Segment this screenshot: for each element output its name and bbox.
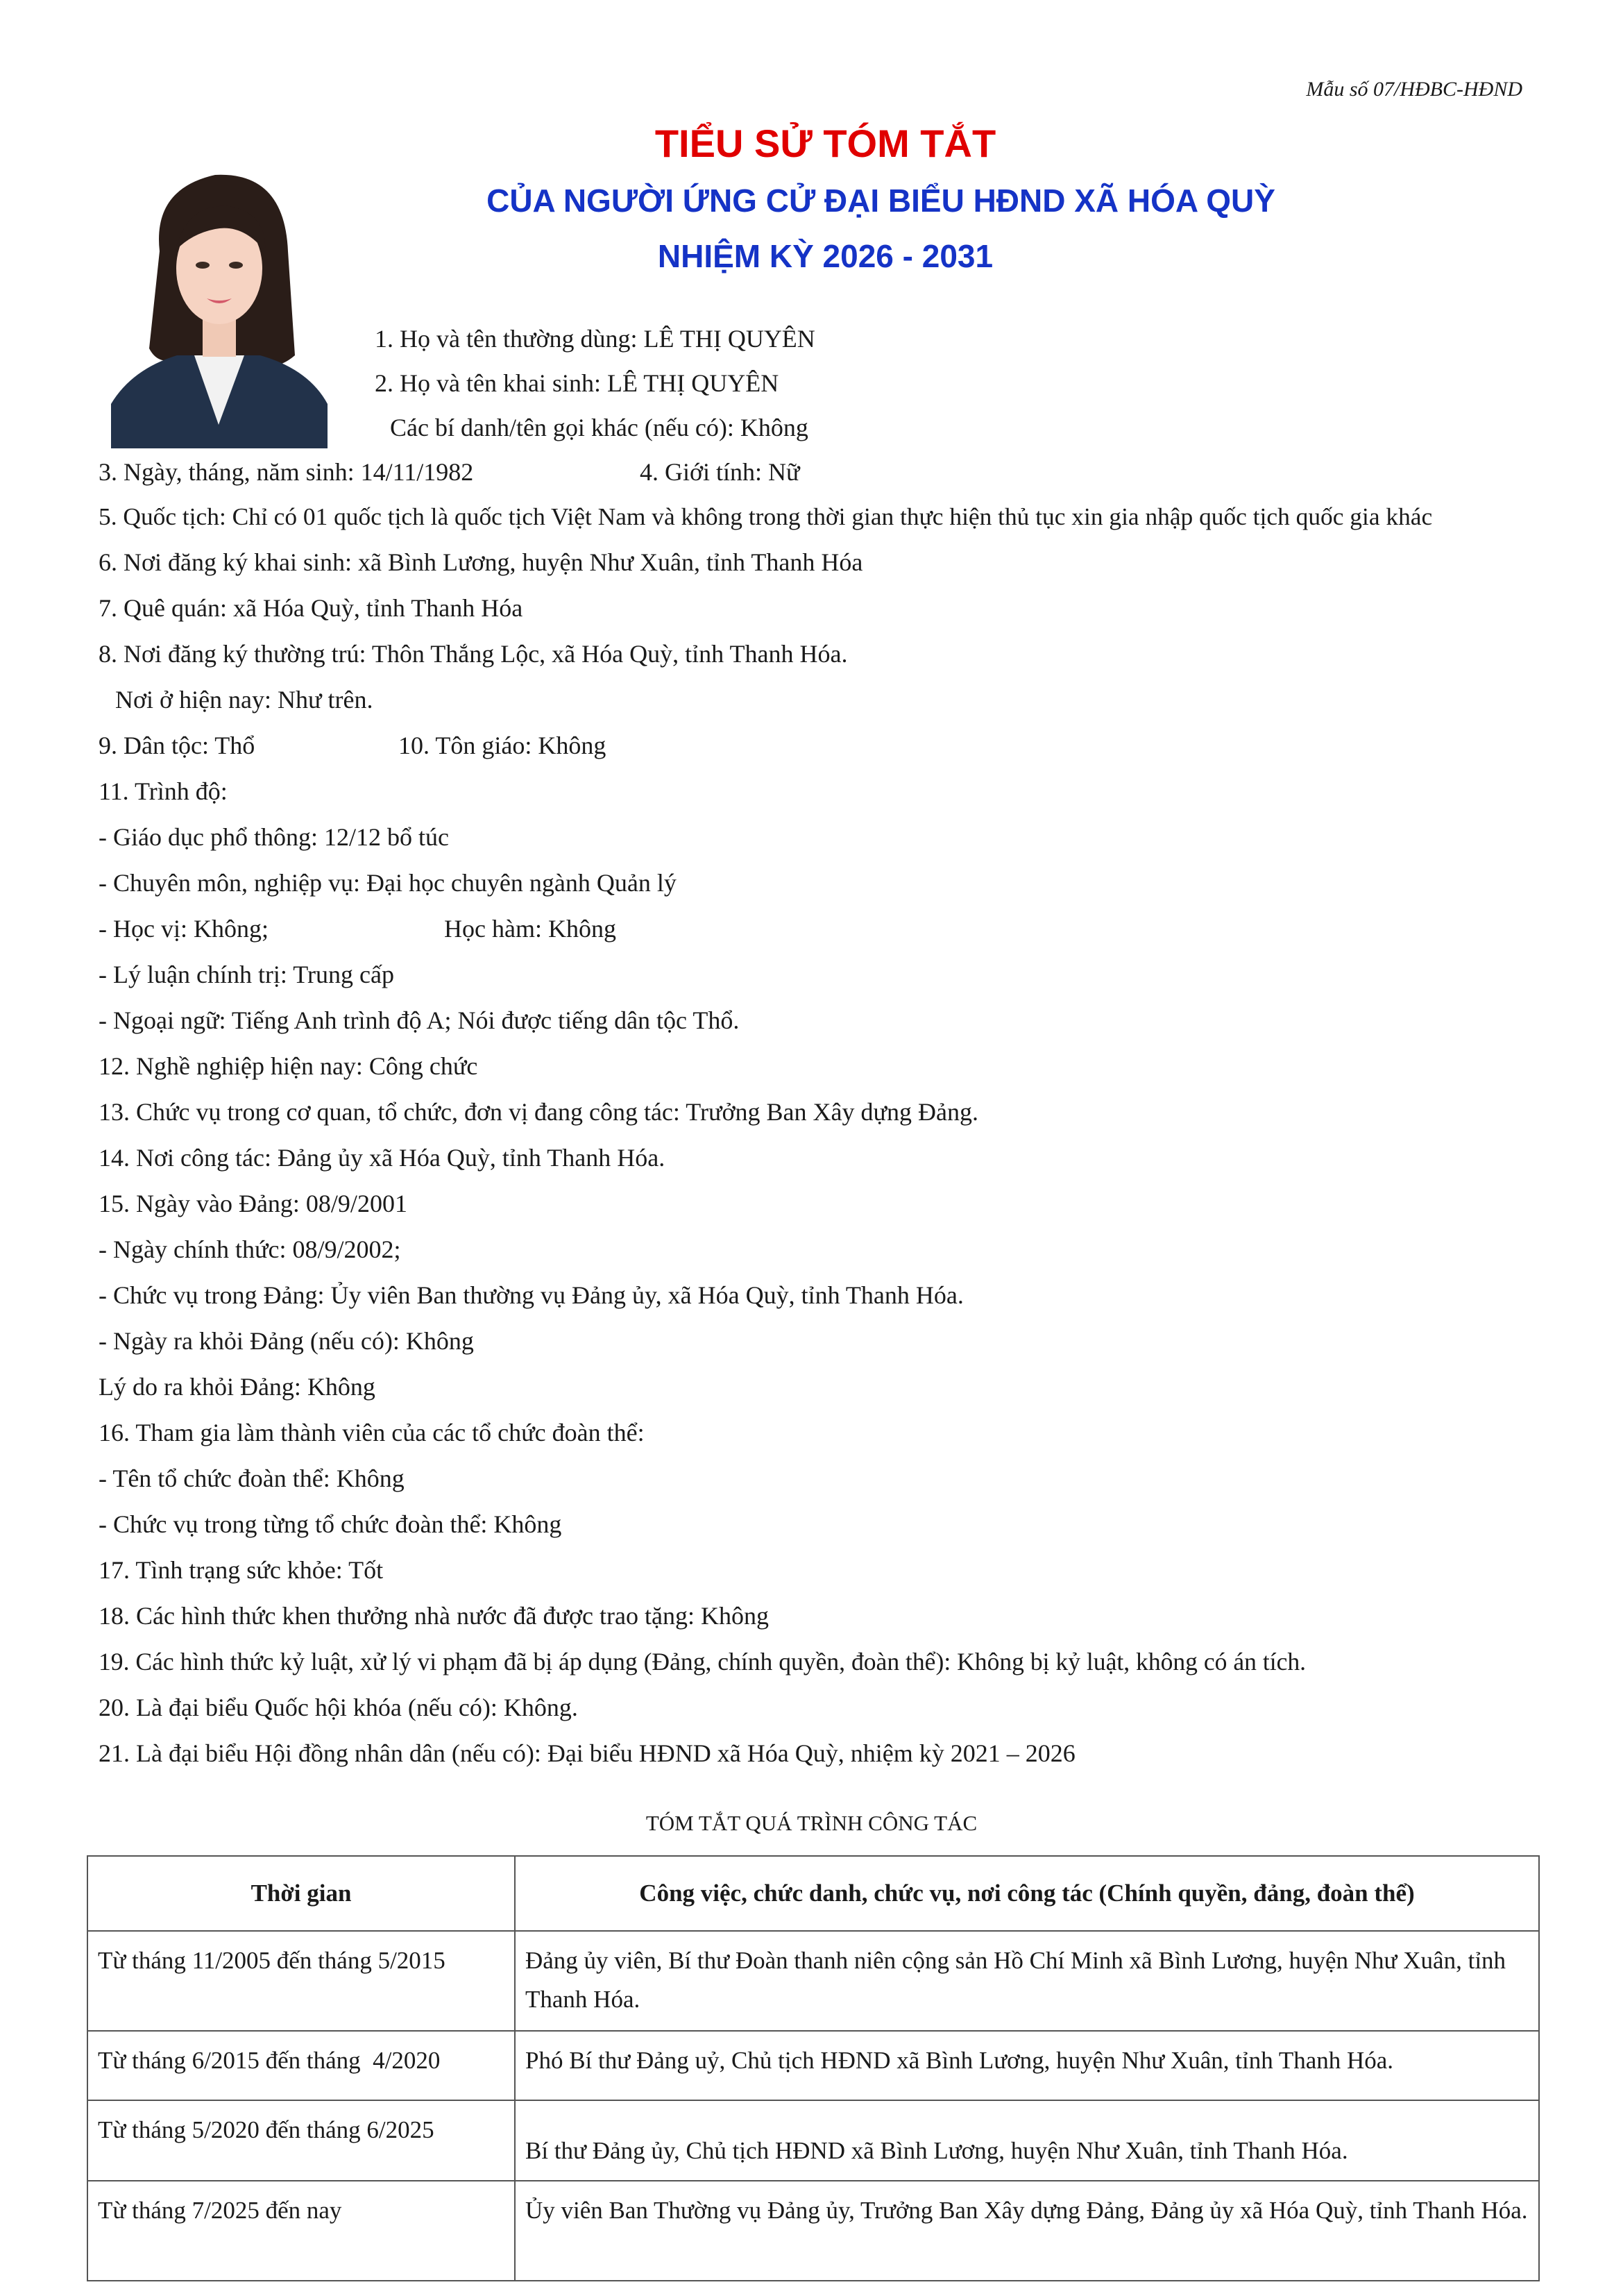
item-gender: 4. Giới tính: Nữ <box>640 458 800 486</box>
column-header-job: Công việc, chức danh, chức vụ, nơi công tác (Chính quyền, đảng, đoàn thể) <box>515 1856 1539 1931</box>
item-political-theory: - Lý luận chính trị: Trung cấp <box>99 961 394 988</box>
item-current-residence: Nơi ở hiện nay: Như trên. <box>115 686 373 714</box>
item-party-official-date: - Ngày chính thức: 08/9/2002; <box>99 1235 401 1263</box>
cell-time: Từ tháng 6/2015 đến tháng 4/2020 <box>87 2031 515 2100</box>
item-permanent-residence: 8. Nơi đăng ký thường trú: Thôn Thắng Lộc, xã Hóa Quỳ, tỉnh Thanh Hóa. <box>99 640 848 668</box>
table-row <box>87 2100 1539 2181</box>
item-peoples-council: 21. Là đại biểu Hội đồng nhân dân (nếu có): Đại biểu HĐND xã Hóa Quỳ, nhiệm kỳ 2021 – 2026 <box>99 1739 1076 1767</box>
cell-job: Bí thư Đảng ủy, Chủ tịch HĐND xã Bình Lương, huyện Như Xuân, tỉnh Thanh Hóa. <box>515 2100 1539 2181</box>
document-title: TIỂU SỬ TÓM TẮT <box>654 121 996 165</box>
item-birth-registration: 6. Nơi đăng ký khai sinh: xã Bình Lương, huyện Như Xuân, tỉnh Thanh Hóa <box>99 548 863 576</box>
document-term: NHIỆM KỲ 2026 - 2031 <box>657 238 994 274</box>
candidate-photo <box>111 147 328 448</box>
table-row <box>87 2181 1539 2281</box>
item-academic-title: Học hàm: Không <box>444 915 616 943</box>
item-birth-name: 2. Họ và tên khai sinh: LÊ THỊ QUYÊN <box>375 369 779 397</box>
cell-job: Phó Bí thư Đảng uỷ, Chủ tịch HĐND xã Bình Lương, huyện Như Xuân, tỉnh Thanh Hóa. <box>515 2031 1539 2100</box>
item-occupation: 12. Nghề nghiệp hiện nay: Công chức <box>99 1052 478 1080</box>
item-discipline: 19. Các hình thức kỷ luật, xử lý vi phạm đã bị áp dụng (Đảng, chính quyền, đoàn thể): Không bị kỷ luật, không có án tích. <box>99 1648 1307 1675</box>
item-nationality: 5. Quốc tịch: Chỉ có 01 quốc tịch là quốc tịch Việt Nam và không trong thời gian thực hiện thủ tục xin gia nhập quốc tịch quốc gia khác <box>99 503 1433 530</box>
item-health: 17. Tình trạng sức khỏe: Tốt <box>99 1556 384 1584</box>
form-code: Mẫu số 07/HĐBC-HĐND <box>1306 78 1522 101</box>
cell-time: Từ tháng 5/2020 đến tháng 6/2025 <box>87 2100 515 2181</box>
cell-time: Từ tháng 7/2025 đến nay <box>87 2181 515 2281</box>
item-national-assembly: 20. Là đại biểu Quốc hội khóa (nếu có): Không. <box>99 1694 578 1721</box>
item-party-position: - Chức vụ trong Đảng: Ủy viên Ban thường vụ Đảng ủy, xã Hóa Quỳ, tỉnh Thanh Hóa. <box>99 1281 964 1309</box>
item-hometown: 7. Quê quán: xã Hóa Quỳ, tỉnh Thanh Hóa <box>99 594 523 622</box>
table-row <box>87 1931 1539 2031</box>
item-organization-position: - Chức vụ trong từng tổ chức đoàn thể: Không <box>99 1510 562 1538</box>
item-party-leave-date: - Ngày ra khỏi Đảng (nếu có): Không <box>99 1327 474 1355</box>
item-ethnicity: 9. Dân tộc: Thổ <box>99 732 255 759</box>
item-education-heading: 11. Trình độ: <box>99 777 228 805</box>
item-party-join-date: 15. Ngày vào Đảng: 08/9/2001 <box>99 1190 407 1217</box>
item-aliases: Các bí danh/tên gọi khác (nếu có): Không <box>390 414 808 441</box>
item-organizations-heading: 16. Tham gia làm thành viên của các tổ chức đoàn thể: <box>99 1419 645 1446</box>
item-organization-name: - Tên tổ chức đoàn thể: Không <box>99 1464 405 1492</box>
column-header-time: Thời gian <box>87 1856 515 1931</box>
item-workplace: 14. Nơi công tác: Đảng ủy xã Hóa Quỳ, tỉnh Thanh Hóa. <box>99 1144 665 1172</box>
item-foreign-language: - Ngoại ngữ: Tiếng Anh trình độ A; Nói được tiếng dân tộc Thổ. <box>99 1006 740 1034</box>
document-subtitle: CỦA NGƯỜI ỨNG CỬ ĐẠI BIỂU HĐND XÃ HÓA QUỲ <box>486 183 1275 219</box>
item-religion: 10. Tôn giáo: Không <box>398 732 606 759</box>
cell-time: Từ tháng 11/2005 đến tháng 5/2015 <box>87 1931 515 2031</box>
cell-job: Ủy viên Ban Thường vụ Đảng ủy, Trưởng Ban Xây dựng Đảng, Đảng ủy xã Hóa Quỳ, tỉnh Thanh Hóa. <box>515 2181 1539 2281</box>
cell-job: Đảng ủy viên, Bí thư Đoàn thanh niên cộng sản Hồ Chí Minh xã Bình Lương, huyện Như Xuân, tỉnh Thanh Hóa. <box>515 1931 1539 2031</box>
item-general-education: - Giáo dục phổ thông: 12/12 bổ túc <box>99 823 449 851</box>
work-history-table <box>87 1855 1540 2281</box>
item-common-name: 1. Họ và tên thường dùng: LÊ THỊ QUYÊN <box>375 325 815 353</box>
item-academic-degree: - Học vị: Không; <box>99 915 269 943</box>
item-professional-qualification: - Chuyên môn, nghiệp vụ: Đại học chuyên ngành Quản lý <box>99 869 677 897</box>
work-history-heading: TÓM TẮT QUÁ TRÌNH CÔNG TÁC <box>645 1811 978 1835</box>
item-party-leave-reason: Lý do ra khỏi Đảng: Không <box>99 1373 375 1401</box>
table-header-row <box>87 1856 1539 1931</box>
item-birth-date: 3. Ngày, tháng, năm sinh: 14/11/1982 <box>99 458 474 486</box>
item-awards: 18. Các hình thức khen thưởng nhà nước đã được trao tặng: Không <box>99 1602 769 1630</box>
item-position: 13. Chức vụ trong cơ quan, tổ chức, đơn vị đang công tác: Trưởng Ban Xây dựng Đảng. <box>99 1098 978 1126</box>
table-row <box>87 2031 1539 2100</box>
